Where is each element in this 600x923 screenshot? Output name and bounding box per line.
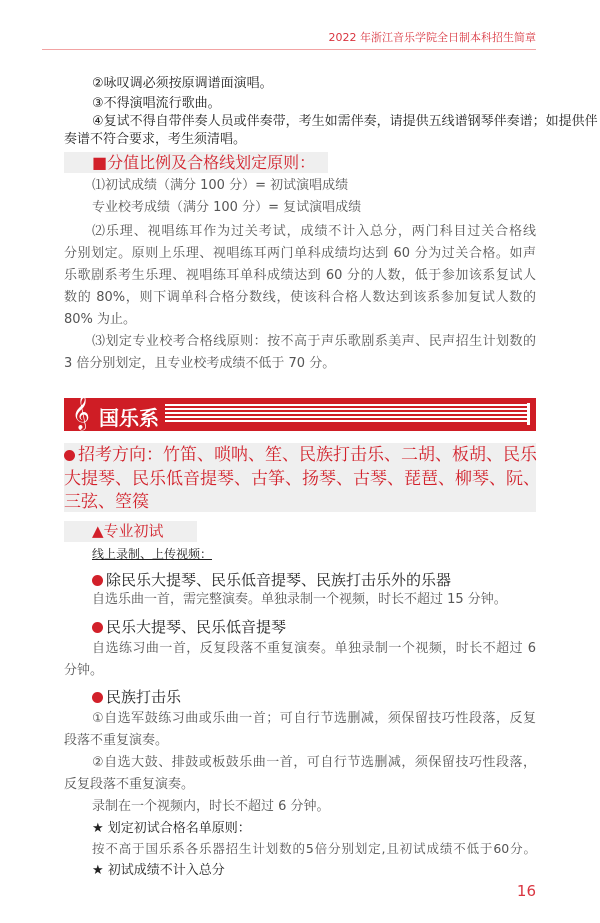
group-line: ②自选大鼓、排鼓或板鼓乐曲一首，可自行节选删减，须保留技巧性段落， bbox=[92, 755, 536, 770]
treble-clef-icon: 𝄞 bbox=[72, 395, 90, 430]
group-title: 民乐大提琴、民乐低音提琴 bbox=[92, 617, 536, 637]
group-line: 自选练习曲一首，反复段落不重复演奏。单独录制一个视频，时长不超过 6 bbox=[92, 641, 536, 656]
score-line: 分别划定。原则上乐理、视唱练耳两门单科成绩均达到 60 分为过关合格。如声 bbox=[64, 246, 536, 261]
intro-line: ②咏叹调必须按原调谱面演唱。 bbox=[92, 76, 273, 91]
group-line: 段落不重复演奏。 bbox=[64, 733, 169, 748]
directions-line: 大提琴、民乐低音提琴、古筝、扬琴、古琴、琵琶、柳琴、阮、 bbox=[64, 469, 540, 489]
score-line: ⑵乐理、视唱练耳作为过关考试，成绩不计入总分，两门科目过关合格线 bbox=[92, 224, 536, 239]
rule-text: 按不高于国乐系各乐器招生计划数的5倍分别划定,且初试成绩不低于60分。 bbox=[92, 841, 536, 856]
directions-line: 三弦、箜篌 bbox=[64, 492, 149, 512]
prelim-heading: ▲专业初试 bbox=[92, 522, 164, 540]
directions-line: 招考方向：竹笛、唢呐、笙、民族打击乐、二胡、板胡、民乐 bbox=[64, 444, 536, 466]
intro-line: ④复试不得自带伴奏人员或伴奏带，考生如需伴奏，请提供五线谱钢琴伴奏谱；如提供伴 bbox=[92, 114, 598, 129]
score-line: ⑴初试成绩（满分 100 分）= 初试演唱成绩 bbox=[92, 178, 349, 193]
score-line: 乐歌剧系考生乐理、视唱练耳单科成绩达到 60 分的人数，低于参加该系复试人 bbox=[64, 268, 536, 283]
group-title: 民族打击乐 bbox=[92, 687, 536, 707]
group-line: 分钟。 bbox=[64, 663, 104, 678]
bullet-dot-icon bbox=[92, 692, 103, 703]
rule-title: ★ 初试成绩不计入总分 bbox=[92, 863, 225, 878]
score-line: 数的 80%，则下调单科合格分数线，使该科合格人数达到该系参加复试人数的 bbox=[64, 290, 536, 305]
group-line: 自选乐曲一首，需完整演奏。单独录制一个视频，时长不超过 15 分钟。 bbox=[92, 592, 507, 607]
score-heading: ■分值比例及合格线划定原则： bbox=[92, 153, 316, 172]
score-line: 专业校考成绩（满分 100 分）= 复试演唱成绩 bbox=[92, 200, 362, 215]
intro-line: ③不得演唱流行歌曲。 bbox=[92, 96, 221, 111]
score-line: 3 倍分别划定，且专业校考成绩不低于 70 分。 bbox=[64, 356, 336, 371]
group-line: ①自选军鼓练习曲或乐曲一首；可自行节选删减，须保留技巧性段落，反复 bbox=[92, 711, 536, 726]
group-line: 反复段落不重复演奏。 bbox=[64, 777, 195, 792]
score-line: ⑶划定专业校考合格线原则：按不高于声乐歌剧系美声、民声招生计划数的 bbox=[92, 334, 536, 349]
bullet-dot-icon bbox=[64, 450, 75, 461]
running-header: 2022 年浙江音乐学院全日制本科招生简章 bbox=[328, 31, 536, 44]
group-line: 录制在一个视频内，时长不超过 6 分钟。 bbox=[92, 799, 330, 814]
header-rule bbox=[42, 49, 536, 50]
intro-line: 奏谱不符合要求，考生须清唱。 bbox=[64, 132, 247, 147]
staff-barline bbox=[527, 403, 530, 425]
rule-title: ★ 划定初试合格名单原则： bbox=[92, 821, 251, 836]
staff-lines bbox=[165, 404, 528, 424]
bullet-dot-icon bbox=[92, 622, 103, 633]
bullet-dot-icon bbox=[92, 575, 103, 586]
score-line: 80% 为止。 bbox=[64, 312, 137, 327]
page-number: 16 bbox=[516, 882, 536, 900]
group-title: 除民乐大提琴、民乐低音提琴、民族打击乐外的乐器 bbox=[92, 570, 536, 590]
online-label: 线上录制、上传视频： bbox=[92, 547, 213, 561]
department-banner bbox=[64, 395, 536, 431]
department-name: 国乐系 bbox=[99, 406, 159, 430]
